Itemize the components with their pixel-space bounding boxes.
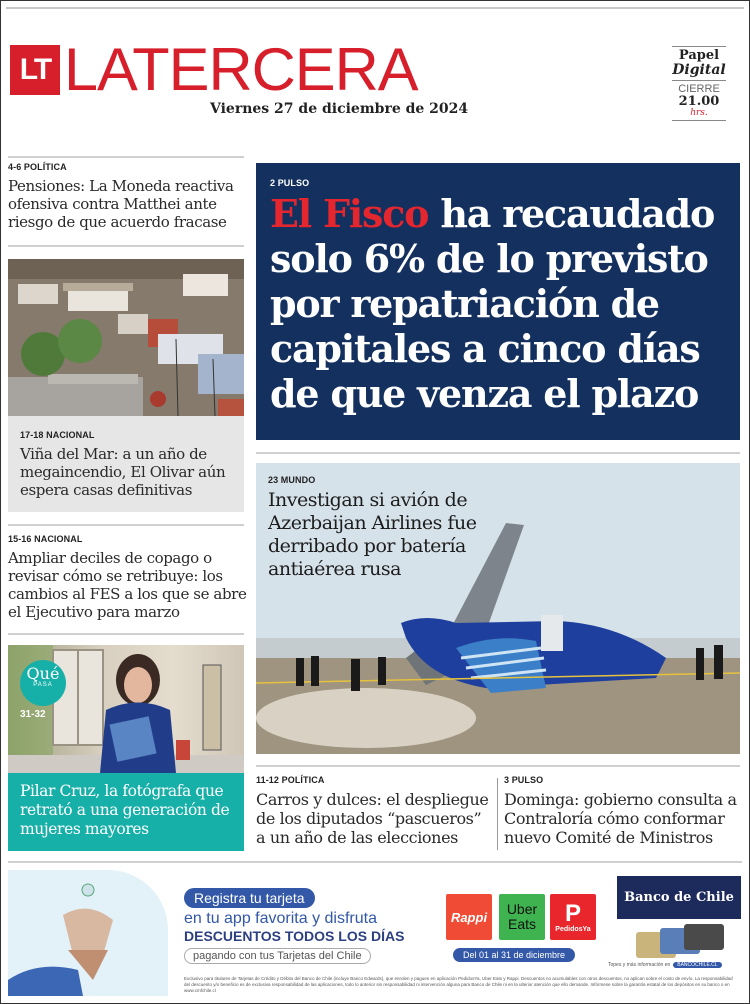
story-azerbaijan-plane[interactable]: [256, 463, 740, 754]
topes-text: Topes y más información en: [608, 962, 671, 968]
ad-pill-registra: Registra tu tarjeta: [184, 888, 315, 908]
page-numbers: 31-32: [20, 709, 46, 720]
houses-photo-illustration: [8, 259, 244, 416]
headline[interactable]: Viña del Mar: a un año de megaincendio, El Olivar aún espera casas definitivas: [20, 445, 226, 499]
edition-box: [672, 44, 726, 123]
cierre-time: 21.00: [678, 94, 720, 109]
edition-label: Papel: [678, 48, 720, 63]
section-label: 23 MUNDO: [268, 475, 316, 485]
photo-pilar-cruz: [8, 645, 244, 773]
badge-subtitle: PASA: [33, 682, 53, 688]
ad-line-bold: DESCUENTOS TODOS LOS DÍAS: [184, 928, 405, 944]
lead-story-fisco[interactable]: [256, 163, 740, 440]
section-label: 15-16 NACIONAL: [8, 534, 83, 544]
section-label: 2 PULSO: [270, 178, 310, 188]
uber-eats-logo: Uber Eats: [499, 894, 545, 940]
headline[interactable]: Investigan si avión de Azerbaijan Airlines fue derribado por batería antiaérea rusa: [268, 489, 477, 580]
divider: [8, 861, 742, 863]
headline-rest: ha recaudado solo 6% de lo previsto por repatriación de capitales a cinco días de que venza el plazo: [270, 191, 715, 416]
headline[interactable]: Pilar Cruz, la fotógrafa que retrató a una generación de mujeres mayores: [20, 782, 230, 838]
story-vina-del-mar[interactable]: [8, 416, 244, 512]
fine-print: Exclusivo para titulares de Tarjetas de Crédito y Débito del Banco de Chile (incluye Banco Edwards), que enrolen y paguen en aplicación PedidosYa, Uber Eats y Rappi. Descuentos no acumulables con otros descuentos, no aplican sobre el costo de envío. La responsabilidad del descuento y/o beneficio es de exclusiva responsabilidad de las aplicaciones, todo lo anterior sin responsabilidad ni intervención alguna para Banco de Chile ni en la ulterior atención que ello demande. Infórmese sobre la garantía estatal de los depósitos en su banco o en www.cmfchile.cl: [184, 976, 733, 993]
story-fes[interactable]: [8, 534, 248, 621]
story-dominga[interactable]: [504, 775, 744, 847]
section-label: 4-6 POLÍTICA: [8, 162, 67, 172]
section-label: 3 PULSO: [504, 775, 544, 785]
pedidosya-logo: [550, 894, 596, 940]
teal-caption-box: [8, 773, 244, 851]
bancochile-link[interactable]: BANCOCHILE.CL: [673, 962, 721, 968]
column-divider: [497, 778, 498, 850]
section-label: 11-12 POLÍTICA: [256, 775, 325, 785]
divider: [672, 46, 726, 47]
lead-headline[interactable]: [270, 191, 726, 416]
edition-type: Digital: [672, 62, 726, 78]
cierre-label: CIERRE: [678, 83, 720, 95]
divider: [8, 524, 244, 526]
divider: [8, 156, 244, 158]
divider: [8, 633, 244, 635]
top-rule: [6, 7, 744, 9]
headline[interactable]: Pensiones: La Moneda reactiva ofensiva contra Matthei ante riesgo de que acuerdo fracase: [8, 177, 234, 231]
divider: [672, 80, 726, 81]
story-pensiones[interactable]: [8, 162, 246, 231]
story-carros-y-dulces[interactable]: [256, 775, 491, 847]
logo-wordmark: LATERCERA: [64, 36, 418, 103]
divider: [256, 452, 740, 454]
banco-de-chile-ad[interactable]: [8, 870, 742, 996]
ice-cream-hand-icon: [8, 870, 168, 996]
divider: [256, 765, 740, 767]
card-icon: [684, 924, 724, 950]
photo-el-olivar-houses[interactable]: [8, 259, 244, 416]
credit-cards-image: [636, 922, 728, 960]
section-label: 17-18 NACIONAL: [20, 430, 95, 440]
rappi-logo: Rappi: [446, 894, 492, 940]
issue-date: Viernes 27 de diciembre de 2024: [210, 101, 469, 117]
logo-mark: LT: [10, 45, 60, 95]
more-info: [608, 962, 722, 968]
promo-dates: Del 01 al 31 de diciembre: [453, 948, 575, 962]
pedidosya-label: PedidosYa: [555, 925, 591, 933]
ad-illustration: [8, 870, 168, 996]
story-que-pasa[interactable]: [8, 645, 244, 851]
headline-highlight: El Fisco: [270, 191, 429, 236]
badge-title: Qué: [26, 664, 60, 683]
pedidosya-p-icon: P: [564, 899, 581, 927]
que-pasa-badge: [20, 660, 66, 706]
cierre-unit: hrs.: [690, 108, 708, 118]
headline[interactable]: Carros y dulces: el despliegue de los diputados “pascueros” a un año de las elecciones: [256, 790, 489, 847]
banco-de-chile-logo: Banco de Chile: [617, 876, 741, 919]
plane-story-text: [268, 475, 498, 581]
headline[interactable]: Dominga: gobierno consulta a Contraloría cómo conformar nuevo Comité de Ministros: [504, 790, 737, 847]
divider: [672, 120, 726, 121]
headline[interactable]: Ampliar deciles de copago o revisar cómo se retribuye: los cambios al FES a los que se abre el Ejecutivo para marzo: [8, 549, 247, 621]
ad-line-outline: pagando con tus Tarjetas del Chile: [184, 948, 371, 964]
masthead-logo[interactable]: [10, 36, 418, 103]
ad-line: en tu app favorita y disfruta: [184, 910, 377, 927]
divider: [8, 245, 244, 247]
